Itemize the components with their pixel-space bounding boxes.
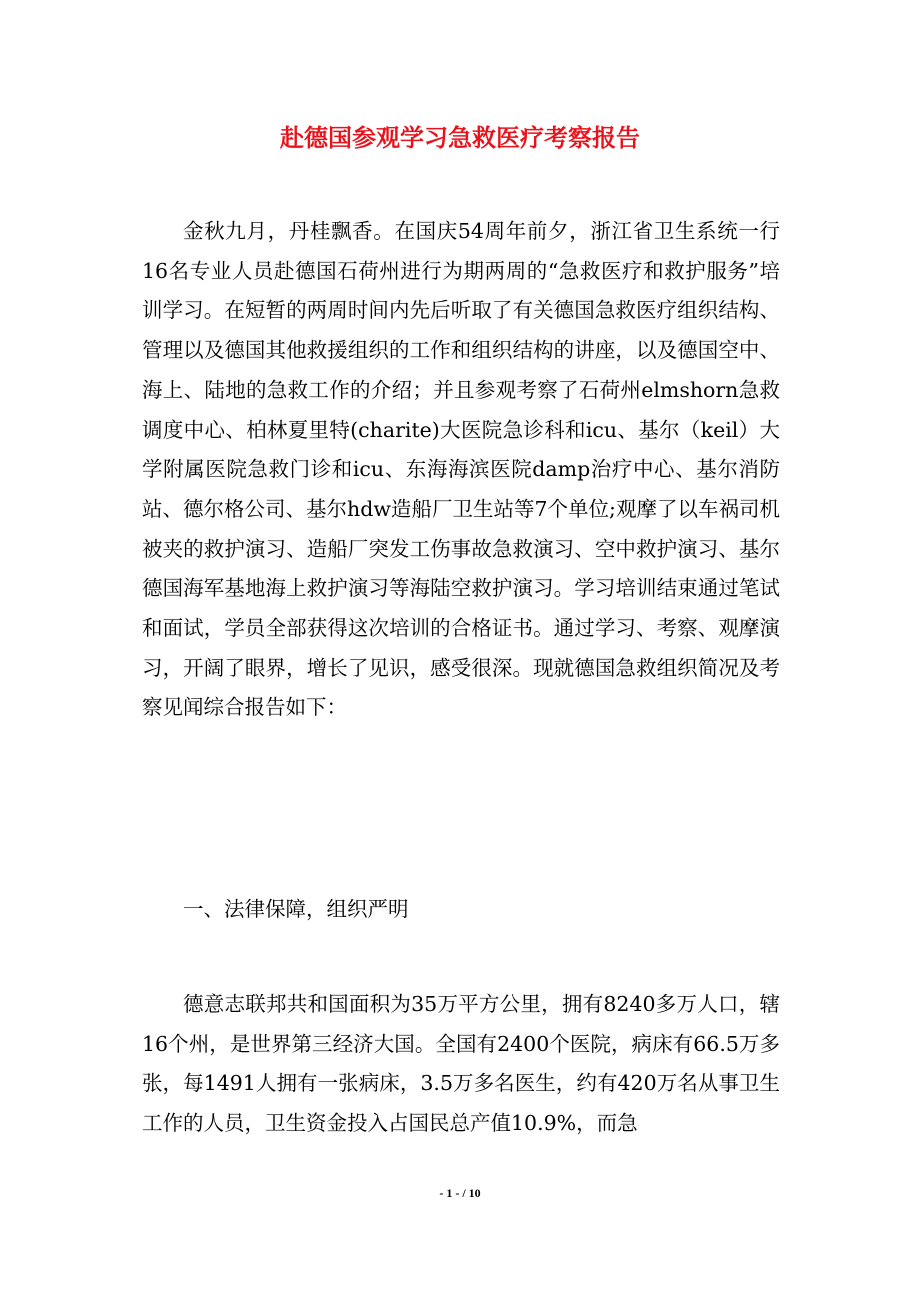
document-title: 赴德国参观学习急救医疗考察报告 (280, 124, 640, 152)
page-number: - 1 - / 10 (439, 1186, 481, 1200)
body-paragraph: 德意志联邦共和国面积为35万平方公里，拥有8240多万人口，辖16个州，是世界第三经济大国。全国有2400个医院，病床有66.5万多张，每1491人拥有一张病床，3.5万多名医生，约有420万名从事卫生工作的人员，卫生资金投入占国民总产值10.9%，而急 (142, 992, 780, 1136)
section-heading: 一、法律保障，组织严明 (183, 897, 409, 921)
intro-paragraph: 金秋九月，丹桂飘香。在国庆54周年前夕，浙江省卫生系统一行16名专业人员赴德国石荷州进行为期两周的“急救医疗和救护服务”培训学习。在短暂的两周时间内先后听取了有关德国急救医疗组织结构、管理以及德国其他救援组织的工作和组织结构的讲座，以及德国空中、海上、陆地的急救工作的介绍；并且参观考察了石荷州elmshorn急救调度中心、柏林夏里特(charite)大医院急诊科和icu、基尔（keil）大学附属医院急救门诊和icu、东海海滨医院damp治疗中心、基尔消防站、德尔格公司、基尔hdw造船厂卫生站等7个单位;观摩了以车祸司机被夹的救护演习、造船厂突发工伤事故急救演习、空中救护演习、基尔德国海军基地海上救护演习等海陆空救护演习。学习培训结束通过笔试和面试，学员全部获得这次培训的合格证书。通过学习、考察、观摩演习，开阔了眼界，增长了见识，感受很深。现就德国急救组织简况及考察见闻综合报告如下： (142, 219, 780, 720)
